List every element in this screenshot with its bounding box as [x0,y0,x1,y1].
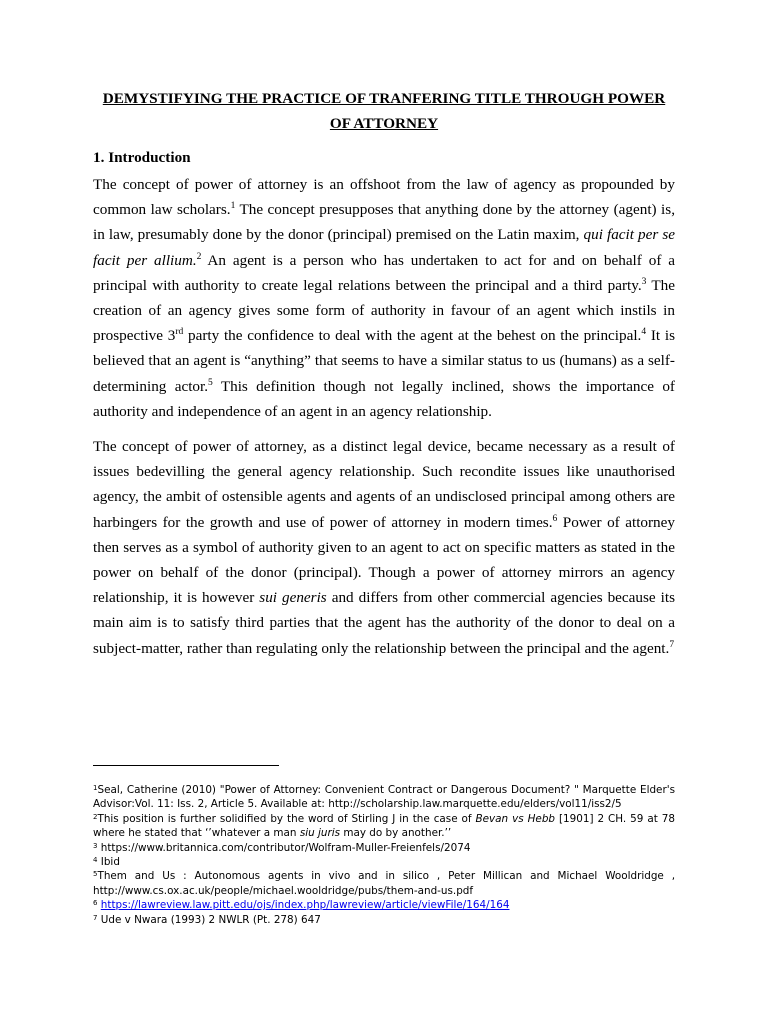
footnote-text: Ibid [97,856,120,869]
footnote-text: Seal, Catherine (2010) "Power of Attorney: Convenient Contract or Dangerous Document? " Marquette Elder's Advisor:Vol. 11: Iss. 2, Article 5. Available at: http://scholarship.law.marquette.edu/elders/vol11/iss2/5 [93,784,675,811]
p1-sentence-7: This definition though not legally inclined, shows the importance of authority and independence of an agent in an agency relationship. [93,377,675,420]
footnote-text: [1901] 2 CH. 59 at 78 where he stated that ‘’whatever a man [93,812,675,840]
sui-generis-term: sui generis [259,589,327,607]
section-heading: 1. Introduction [93,149,191,166]
paragraph-2 [93,434,675,661]
p1-sentence-4: The creation of an agency gives some form of authority in favour of an agent which instils in prospective 3 [93,276,675,345]
footnote-ref-7[interactable]: 7 [669,639,675,650]
p2-sentence-3: and differs from other commercial agencies because its main aim is to satisfy third parties that the agent has the authority of the donor to deal on a subject-matter, rather than regulating only the relationship between the principal and the agent. [93,589,675,657]
p1-sentence-6: It is believed that an agent is “anything” that seems to have a similar status to us (humans) as a self-determining actor. [93,327,675,395]
p1-sentence-3: An agent is a person who has undertaken to act for and on behalf of a principal with authority to create legal relations between the principal and a third party. [93,251,675,294]
footnote-ref-4[interactable]: 4 [641,327,647,338]
latin-term: siu juris [299,827,341,840]
p2-sentence-2: Power of attorney then serves as a symbol of authority given to an agent to act on specific matters as stated in the power on behalf of the donor (principal). Though a power of attorney mirrors an agency relationship, it is however [93,513,675,607]
footnote-number: 7 [93,913,98,922]
footnote-7 [93,913,675,927]
p1-sentence-5: party the confidence to deal with the agent at the behest on the principal. [183,327,642,345]
case-name: Bevan vs Hebb [475,812,556,825]
footnote-1 [93,783,675,812]
footnote-text: Them and Us : Autonomous agents in vivo and in silico , Peter Millican and Michael Wooldridge , http://www.cs.ox.ac.uk/people/michael.wooldridge/pubs/them-and-us.pdf [93,870,675,897]
document-title: DEMYSTIFYING THE PRACTICE OF TRANFERING TITLE THROUGH POWER OF ATTORNEY [102,90,666,132]
footnote-4 [93,855,675,869]
footnote-number: 6 [93,899,98,908]
footnote-ref-5[interactable]: 5 [208,377,213,388]
footnote-2 [93,812,675,841]
footnote-ref-1[interactable]: 1 [230,201,236,212]
footnote-link[interactable]: https://lawreview.law.pitt.edu/ojs/index.php/lawreview/article/viewFile/164/164 [100,899,510,912]
latin-maxim: qui facit per se facit per allium. [93,226,675,269]
footnote-separator [93,765,279,766]
p1-sentence-1: The concept of power of attorney is an offshoot from the law of agency as propounded by common law scholars. [93,176,675,219]
p2-sentence-1: The concept of power of attorney, as a distinct legal device, became necessary as a result of issues bedevilling the general agency relationship. Such recondite issues like unauthorised agency, the ambit of ostensible agents and agents of an undisclosed principal among others are harbingers for the growth and use of power of attorney in modern times. [93,438,675,531]
footnote-ref-3[interactable]: 3 [641,276,647,287]
footnote-text: Ude v Nwara (1993) 2 NWLR (Pt. 278) 647 [97,913,321,926]
footnotes-section [93,783,675,927]
footnote-number: 5 [93,870,98,879]
footnote-ref-2[interactable]: 2 [196,251,202,262]
paragraph-1 [93,172,675,424]
footnote-number: 4 [93,856,98,865]
p1-sentence-2: The concept presupposes that anything done by the attorney (agent) is, in law, presumably done by the donor (principal) premised on the Latin maxim, [93,201,675,244]
ordinal-suffix: rd [175,327,184,338]
footnote-text: https://www.britannica.com/contributor/Wolfram-Muller-Freienfels/2074 [97,841,471,854]
footnote-3 [93,841,675,855]
footnote-number: 1 [93,784,98,792]
footnote-number: 3 [93,841,98,850]
footnote-5 [93,869,675,898]
footnote-ref-6[interactable]: 6 [552,513,558,524]
footnote-number: 2 [93,812,98,821]
footnote-6 [93,898,675,912]
footnote-text: may do by another.’’ [340,827,452,840]
footnote-text: This position is further solidified by the word of Stirling J in the case of [97,812,476,825]
